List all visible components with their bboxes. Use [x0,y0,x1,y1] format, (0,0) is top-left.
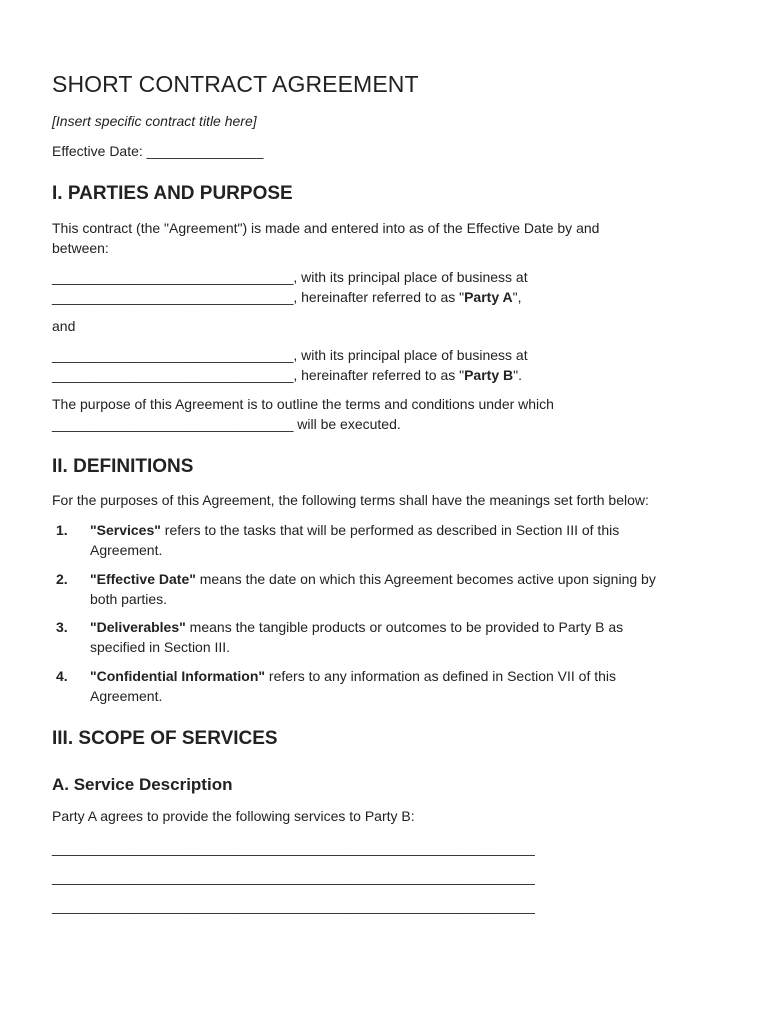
definitions-intro: For the purposes of this Agreement, the following terms shall have the meanings set forth below: [52,492,649,508]
party-b-block [52,345,528,385]
effective-date-field: Effective Date: _______________ [52,143,264,159]
definition-number: 2. [56,571,68,587]
purpose-line: The purpose of this Agreement is to outline the terms and conditions under which [52,396,554,412]
definition-body: means the date on which this Agreement becomes active upon signing by [195,571,656,587]
service-blank-line: ______________________________________________________________ [52,869,535,885]
party-a-ref-text: _______________________________, hereinafter referred to as " [52,289,465,305]
section-parties-heading: I. PARTIES AND PURPOSE [52,183,293,204]
parties-intro-line: between: [52,240,109,256]
parties-intro-line: This contract (the "Agreement") is made and entered into as of the Effective Date by and [52,220,600,236]
definition-term: "Confidential Information" [90,668,266,684]
document-subtitle: [Insert specific contract title here] [52,113,257,129]
parties-intro [52,218,599,258]
definition-term: "Services" [90,522,161,538]
section-definitions-heading: II. DEFINITIONS [52,456,194,477]
party-b-ref-text: _______________________________, hereinafter referred to as " [52,367,465,383]
definition-body-cont: specified in Section III. [90,639,231,655]
definition-body: refers to the tasks that will be performed as described in Section III of this [160,522,620,538]
party-a-reference-line [52,287,528,307]
party-b-name: Party B [464,367,514,383]
document-title: SHORT CONTRACT AGREEMENT [52,71,419,97]
definition-body: means the tangible products or outcomes to be provided to Party B as [185,619,624,635]
service-description-heading: A. Service Description [52,775,233,794]
definition-number: 4. [56,668,68,684]
definition-text [90,569,730,609]
party-b-address-line: _______________________________, with its principal place of business at [52,347,528,363]
definition-body-cont: Agreement. [90,542,163,558]
definition-text [90,520,730,560]
definition-text [90,617,730,657]
party-a-ref-end: ", [512,289,522,305]
definition-body-cont: Agreement. [90,688,163,704]
section-scope-heading: III. SCOPE OF SERVICES [52,728,278,749]
service-blank-line: ______________________________________________________________ [52,898,535,914]
definition-text [90,666,730,706]
service-blank-line: ______________________________________________________________ [52,840,535,856]
purpose-paragraph [52,394,554,434]
definition-term: "Effective Date" [90,571,196,587]
definition-term: "Deliverables" [90,619,186,635]
and-text: and [52,318,76,334]
party-a-block [52,267,528,307]
definition-number: 3. [56,619,68,635]
party-b-ref-end: ". [513,367,522,383]
definition-body: refers to any information as defined in Section VII of this [265,668,617,684]
party-a-name: Party A [464,289,513,305]
purpose-line: _______________________________ will be executed. [52,416,401,432]
party-a-address-line: _______________________________, with its principal place of business at [52,269,528,285]
service-description-intro: Party A agrees to provide the following services to Party B: [52,808,415,824]
party-b-reference-line [52,365,528,385]
definition-body-cont: both parties. [90,591,168,607]
definition-number: 1. [56,522,68,538]
